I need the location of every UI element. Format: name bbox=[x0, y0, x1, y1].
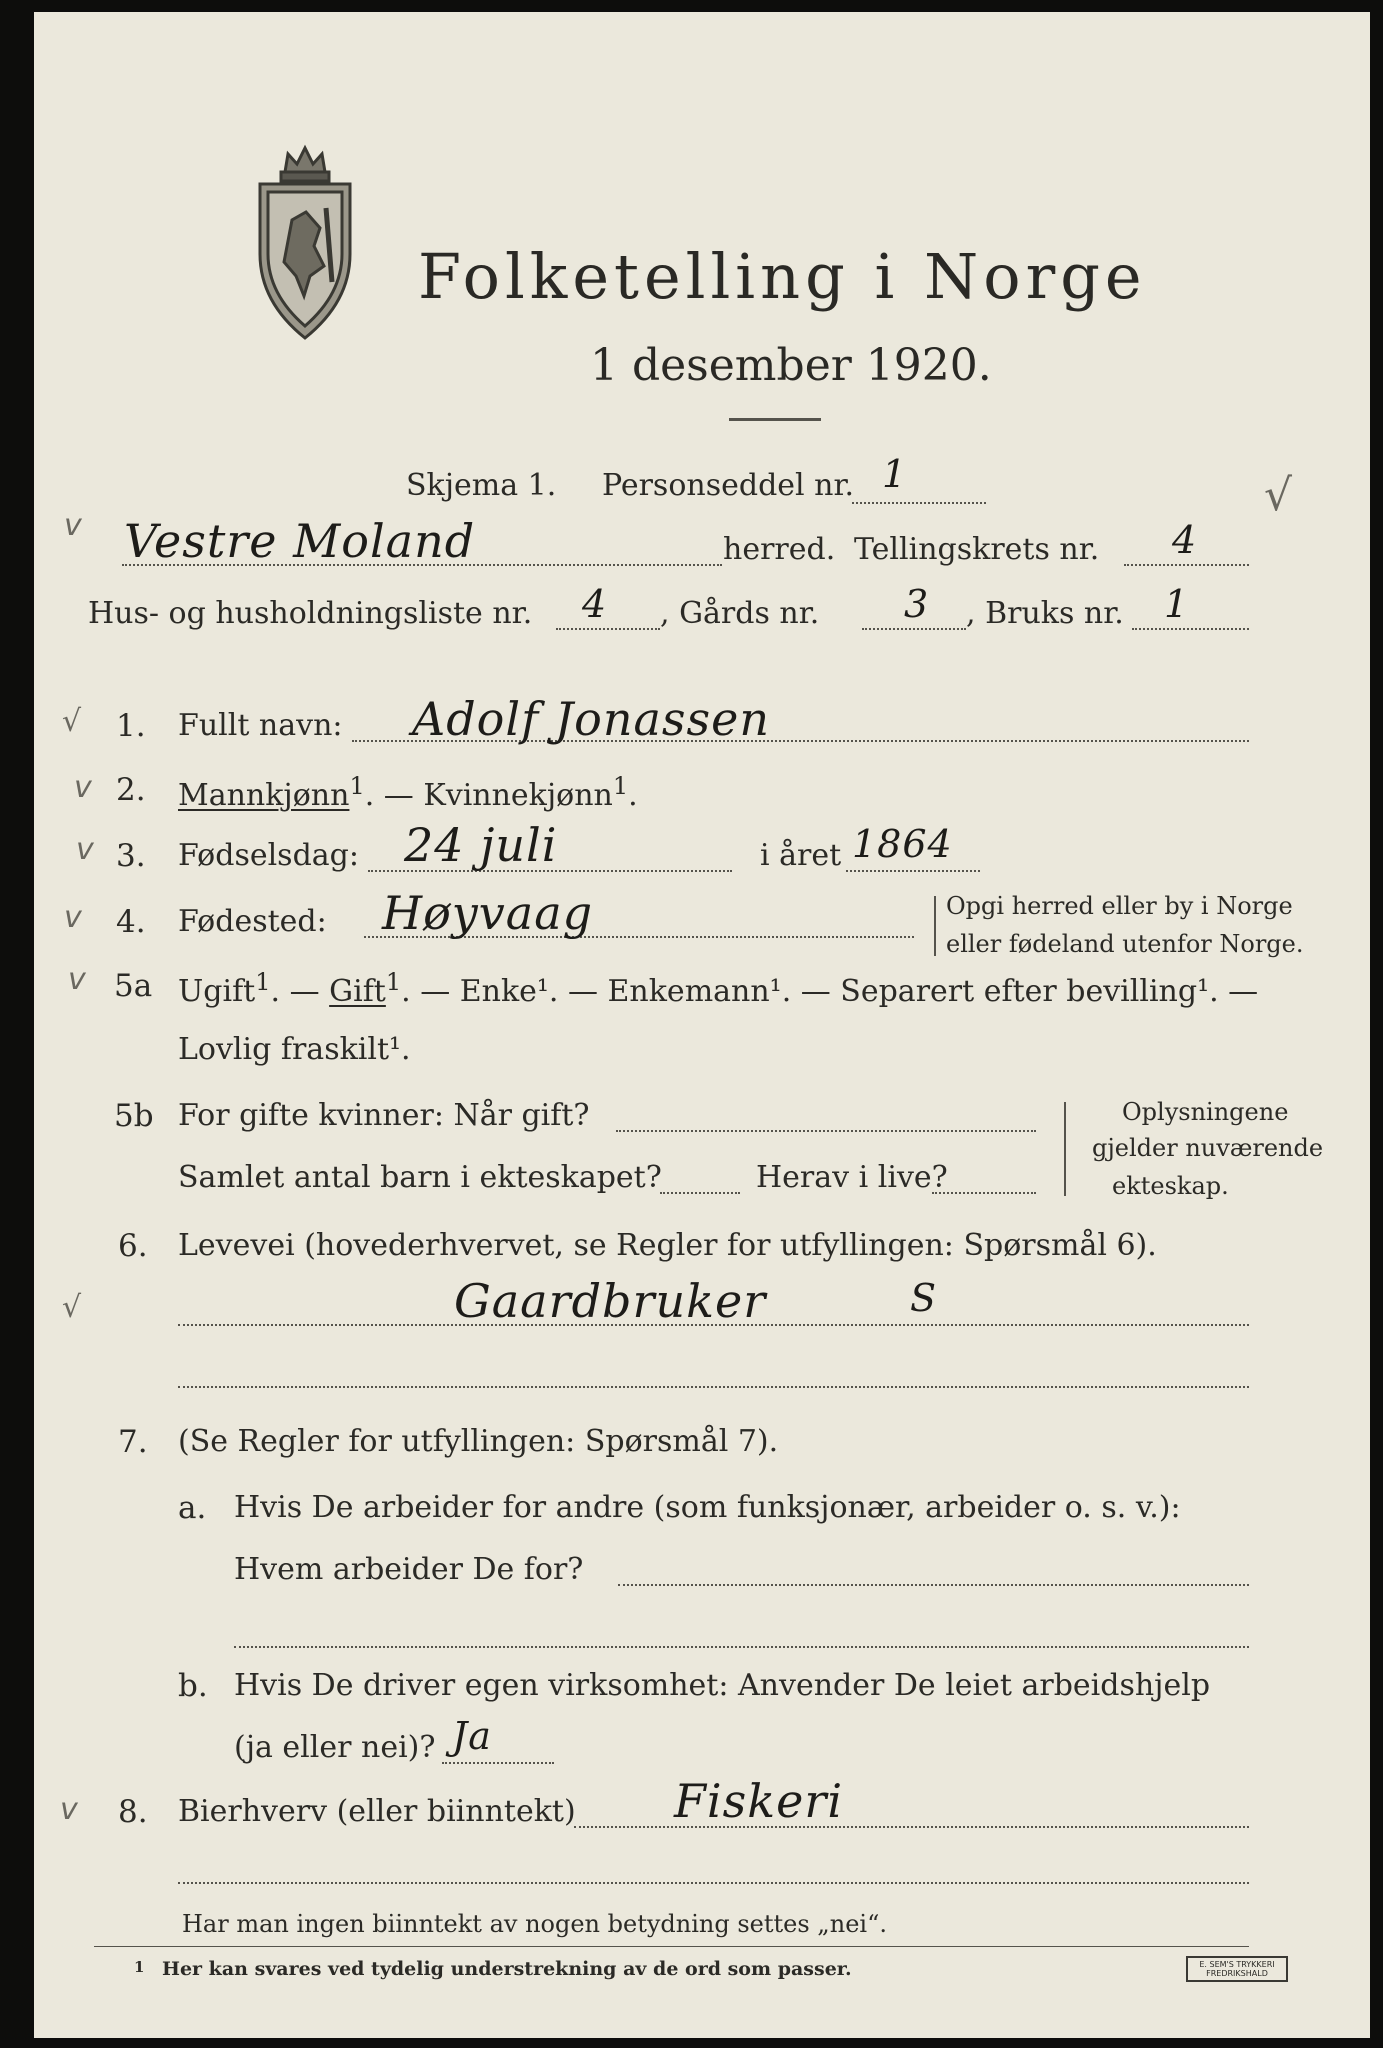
q5a-options: Ugift$^1$. — Gift$^1$. — Enke¹. — Enkemann¹. — Separert efter bevilling¹. — bbox=[178, 968, 1259, 1009]
q5b-note3: ekteskap. bbox=[1112, 1172, 1229, 1200]
q5b-line3 bbox=[932, 1192, 1036, 1194]
footnote-text: Her kan svares ved tydelig understrekning av de ord som passer. bbox=[162, 1958, 852, 1980]
q7b-value: Ja bbox=[452, 1714, 492, 1758]
q5b-label3: Herav i live? bbox=[756, 1160, 948, 1195]
q5b-label1: For gifte kvinner: Når gift? bbox=[178, 1098, 590, 1133]
q6-line2 bbox=[178, 1386, 1249, 1388]
q2-end: . bbox=[628, 778, 638, 813]
q5b-line1 bbox=[616, 1130, 1036, 1132]
gards-line bbox=[862, 628, 966, 630]
census-form bbox=[34, 12, 1370, 2038]
margin-tick-herred: v bbox=[64, 508, 82, 543]
q7b-label2: (ja eller nei)? bbox=[234, 1730, 436, 1765]
q5b-number: 5b bbox=[114, 1098, 154, 1134]
herred-line bbox=[122, 564, 722, 566]
q7a-letter: a. bbox=[178, 1490, 207, 1526]
q5b-note1: Oplysningene bbox=[1122, 1098, 1289, 1126]
bruks-value: 1 bbox=[1164, 582, 1190, 626]
herred-label: herred. bbox=[723, 532, 836, 567]
title-divider bbox=[729, 418, 821, 421]
census-date: 1 desember 1920. bbox=[590, 340, 992, 391]
q2-male: Mannkjønn bbox=[178, 778, 350, 813]
q1-value: Adolf Jonassen bbox=[412, 692, 770, 746]
q5a-gift: Gift bbox=[329, 974, 386, 1009]
bruks-label: , Bruks nr. bbox=[966, 596, 1124, 631]
q5a-line2: Lovlig fraskilt¹. bbox=[178, 1032, 411, 1067]
personseddel-label: Personseddel nr. bbox=[602, 468, 855, 503]
form-title: Folketelling i Norge bbox=[418, 240, 1147, 313]
hus-value: 4 bbox=[582, 582, 608, 626]
q6-value: Gaardbruker bbox=[454, 1274, 767, 1328]
tellingskrets-value: 4 bbox=[1172, 518, 1198, 562]
q2-sep: . — bbox=[364, 778, 424, 813]
gards-value: 3 bbox=[904, 582, 930, 626]
q1-number: 1. bbox=[116, 708, 146, 744]
q8-number: 8. bbox=[118, 1794, 148, 1830]
margin-tick-q8: v bbox=[60, 1792, 78, 1827]
q5b-note2: gjelder nuværende bbox=[1092, 1134, 1324, 1162]
q7a-text: Hvis De arbeider for andre (som funksjonær, arbeider o. s. v.): bbox=[234, 1490, 1181, 1525]
q5b-note-brace bbox=[1064, 1102, 1066, 1196]
q4-note-line1: Opgi herred eller by i Norge bbox=[946, 892, 1293, 920]
footer-note: Har man ingen biinntekt av nogen betydning settes „nei“. bbox=[182, 1910, 887, 1938]
gards-label: , Gårds nr. bbox=[660, 596, 820, 631]
margin-tick-q4: v bbox=[64, 900, 82, 935]
q4-note-line2: eller fødeland utenfor Norge. bbox=[946, 930, 1304, 958]
schema-label: Skjema 1. bbox=[406, 468, 557, 503]
q3-year-value: 1864 bbox=[852, 822, 953, 866]
q6-number: 6. bbox=[118, 1228, 148, 1264]
margin-tick-q6: √ bbox=[62, 1290, 82, 1325]
q3-year-line bbox=[846, 870, 980, 872]
q2-female: Kvinnekjønn bbox=[423, 778, 613, 813]
personseddel-value: 1 bbox=[882, 452, 908, 496]
q8-value: Fiskeri bbox=[674, 1774, 844, 1828]
q1-label: Fullt navn: bbox=[178, 708, 343, 743]
printer-stamp: E. SEM'S TRYKKERI FREDRIKSHALD bbox=[1186, 1956, 1288, 1982]
q3-label: Fødselsdag: bbox=[178, 838, 359, 873]
footer-divider bbox=[94, 1946, 1249, 1947]
q7a-label2: Hvem arbeider De for? bbox=[234, 1552, 584, 1587]
q7a-line1 bbox=[618, 1584, 1249, 1586]
hus-label: Hus- og husholdningsliste nr. bbox=[88, 596, 533, 631]
q6-label: Levevei (hovederhvervet, se Regler for utfyllingen: Spørsmål 6). bbox=[178, 1228, 1157, 1263]
q7b-line bbox=[442, 1762, 554, 1764]
q4-note-brace bbox=[934, 896, 936, 956]
q4-number: 4. bbox=[116, 904, 146, 940]
margin-tick-q5a: v bbox=[68, 962, 86, 997]
q8-label: Bierhverv (eller biinntekt) bbox=[178, 1794, 576, 1829]
q6-mark: S bbox=[910, 1276, 938, 1320]
q5a-sep1: . — bbox=[270, 974, 330, 1009]
tellingskrets-label: Tellingskrets nr. bbox=[854, 532, 1100, 567]
q3-number: 3. bbox=[116, 838, 146, 874]
herred-value: Vestre Moland bbox=[124, 514, 476, 568]
q2-options: Mannkjønn$^1$. — Kvinnekjønn$^1$. bbox=[178, 772, 638, 813]
q3-year-label: i året bbox=[760, 838, 842, 873]
personseddel-line bbox=[852, 502, 986, 504]
q8-line2 bbox=[178, 1882, 1249, 1884]
tellingskrets-line bbox=[1124, 564, 1249, 566]
q4-label: Fødested: bbox=[178, 904, 327, 939]
q2-number: 2. bbox=[116, 772, 146, 808]
margin-tick-q3: v bbox=[76, 832, 94, 867]
coat-of-arms-icon bbox=[248, 142, 362, 342]
q7-label: (Se Regler for utfyllingen: Spørsmål 7). bbox=[178, 1424, 779, 1459]
q5a-ugift: Ugift bbox=[178, 974, 256, 1009]
margin-tick-q1: √ bbox=[62, 704, 82, 739]
bruks-line bbox=[1132, 628, 1249, 630]
footnote-number: 1 bbox=[134, 1958, 145, 1976]
margin-tick-q2: v bbox=[74, 770, 92, 805]
q7-number: 7. bbox=[118, 1424, 148, 1460]
q5a-rest: . — Enke¹. — Enkemann¹. — Separert efter bevilling¹. — bbox=[401, 974, 1259, 1009]
q7a-line2 bbox=[234, 1646, 1249, 1648]
q7b-letter: b. bbox=[178, 1668, 208, 1704]
q4-value: Høyvaag bbox=[382, 886, 594, 940]
margin-check-schema: √ bbox=[1264, 470, 1293, 521]
q5b-line2 bbox=[660, 1192, 740, 1194]
q7b-text: Hvis De driver egen virksomhet: Anvender De leiet arbeidshjelp bbox=[234, 1668, 1211, 1703]
hus-line bbox=[556, 628, 660, 630]
q5b-label2: Samlet antal barn i ekteskapet? bbox=[178, 1160, 662, 1195]
q3-value: 24 juli bbox=[404, 818, 558, 872]
q6-line1 bbox=[178, 1324, 1249, 1326]
q5a-number: 5a bbox=[114, 968, 153, 1004]
